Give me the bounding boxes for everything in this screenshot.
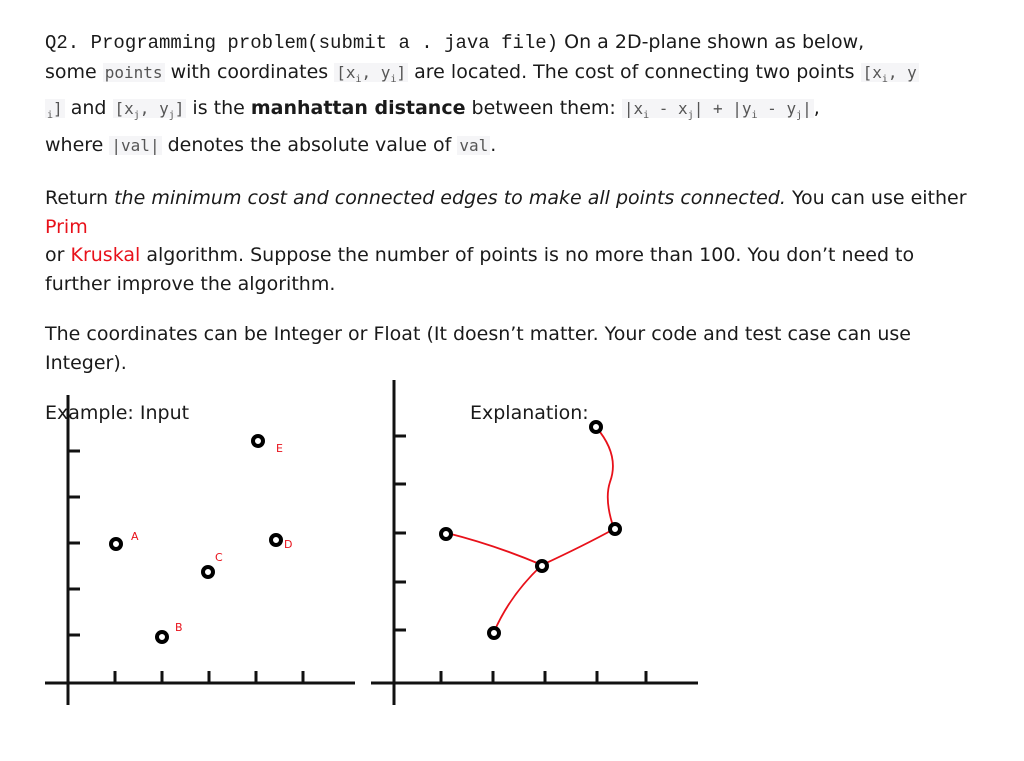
explanation-label: Explanation: [470,402,589,425]
point-c [203,567,213,577]
label-c: C [215,551,223,564]
point-b [157,632,167,642]
mst-point-b [489,628,499,638]
prim-word: Prim [45,215,88,238]
label-a: A [131,530,139,543]
point-e [253,436,263,446]
manhattan-bold: manhattan distance [250,97,466,120]
label-b: B [175,621,183,634]
edge-a-c [447,533,542,565]
task-italic: the minimum cost and connected edges to make all points connected. [114,187,786,210]
mst-point-e [591,422,601,432]
mst-point-a [441,529,451,539]
mst-point-d [610,524,620,534]
mst-edges [447,427,614,632]
point-a [111,539,121,549]
edge-c-d [542,529,614,565]
point-d [271,535,281,545]
edge-b-c [494,565,542,632]
paragraph-2: Return the minimum cost and connected edges to make all points connected. You can use either Prim or Kruskal algorithm. Suppose the number of points is no more than 100. You don’t need to further improve the algorithm. [45,187,967,295]
mst-point-c [537,561,547,571]
paragraph-3: The coordinates can be Integer or Float (It doesn’t matter. Your code and test case can use Integer). [45,323,911,374]
paragraph-1: Q2. Programming problem(submit a . java file) On a 2D-plane shown as below, some points with coordinates [$x_i$, $y_i$] are located. The cost of connecting two points [$x_i$, y $_i$] and [$x_j$, $y_j$] is the manhattan distance between them: $|x_i - x_j| + |y_i - y_j|$ , where |val| denotes the absolute value of val . [45,31,917,156]
code-points: points [104,62,163,82]
explanation-plot-axes [371,380,698,705]
label-e: E [276,442,283,455]
label-d: D [284,538,293,551]
kruskal-word: Kruskal [70,244,141,267]
question-heading: Q2. Programming problem(submit a . java file) [45,32,559,54]
explanation-points [441,422,620,638]
input-plot-axes [45,395,355,705]
edge-d-e [596,427,614,529]
point-labels [131,442,292,634]
manhattan-formula: $|x_i - x_j| + |y_i - y_j|$ [623,99,812,122]
example-input-label: Example: Input [45,402,190,425]
